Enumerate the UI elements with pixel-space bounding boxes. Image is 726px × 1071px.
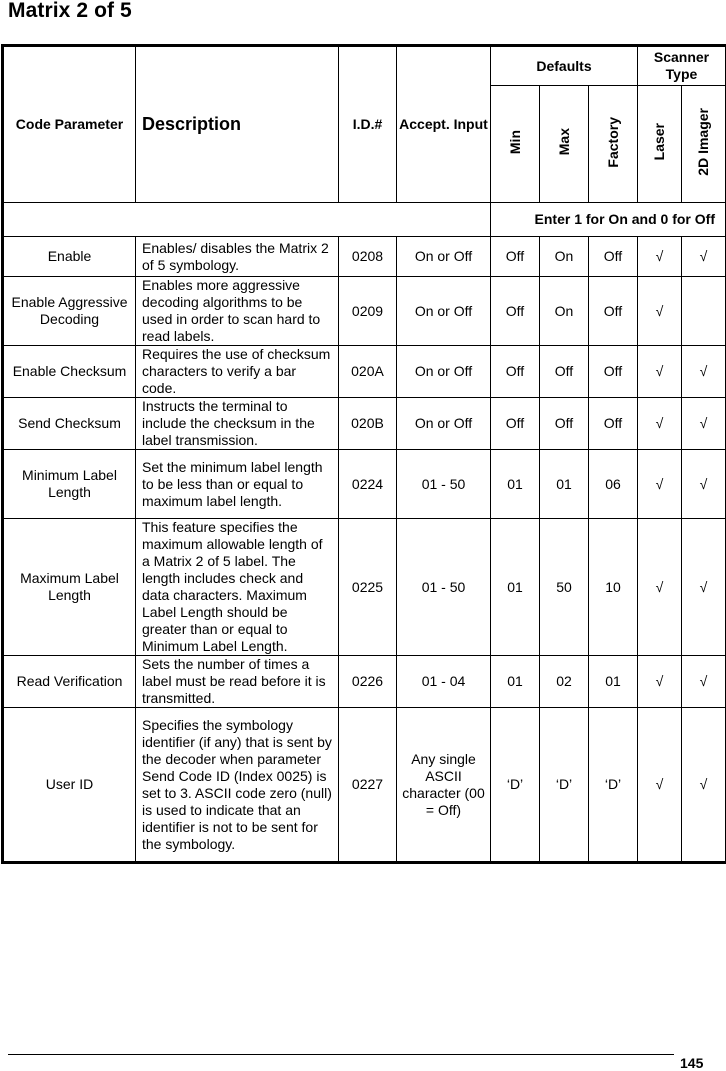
row-description: Sets the number of times a label must be read before it is transmitted. — [136, 656, 339, 708]
row-description: Specifies the symbology identifier (if any) that is sent by the decoder when parameter Send Code ID (Index 0025) is set to 3. ASCII code zero (null) is used to indicate that an identifier is not to be sent for the symbology. — [136, 708, 339, 863]
header-laser-label: Laser — [651, 123, 667, 161]
row-laser-check: √ — [638, 708, 682, 863]
row-imager-check: √ — [682, 237, 726, 277]
header-defaults: Defaults — [491, 46, 638, 86]
row-max: 01 — [540, 450, 589, 519]
row-imager-check: √ — [682, 656, 726, 708]
row-id: 0224 — [339, 450, 397, 519]
row-param: Enable Aggressive Decoding — [3, 277, 136, 346]
table-row — [3, 277, 726, 346]
row-imager-check: √ — [682, 346, 726, 398]
row-laser-check: √ — [638, 519, 682, 656]
row-accept-input: 01 - 50 — [397, 450, 491, 519]
row-id: 0226 — [339, 656, 397, 708]
row-factory: Off — [589, 346, 638, 398]
row-laser-check: √ — [638, 656, 682, 708]
row-description: Enables more aggressive decoding algorithms to be used in order to scan hard to read labels. — [136, 277, 339, 346]
row-description: Enables/ disables the Matrix 2 of 5 symbology. — [136, 237, 339, 277]
row-laser-check: √ — [638, 237, 682, 277]
row-min: 01 — [491, 519, 540, 656]
row-laser-check: √ — [638, 277, 682, 346]
row-max: On — [540, 237, 589, 277]
row-max: Off — [540, 346, 589, 398]
row-imager-check: √ — [682, 519, 726, 656]
row-accept-input: On or Off — [397, 277, 491, 346]
row-id: 0227 — [339, 708, 397, 863]
row-min: Off — [491, 277, 540, 346]
header-laser — [638, 86, 682, 203]
row-laser-check: √ — [638, 450, 682, 519]
enter-on-off-note: Enter 1 for On and 0 for Off — [491, 203, 726, 237]
row-factory: 06 — [589, 450, 638, 519]
row-id: 020B — [339, 398, 397, 450]
row-max: 50 — [540, 519, 589, 656]
page-number: 145 — [680, 1055, 704, 1071]
header-max-label: Max — [555, 128, 572, 156]
row-id: 020A — [339, 346, 397, 398]
row-min: Off — [491, 346, 540, 398]
table-row — [3, 656, 726, 708]
row-min: 01 — [491, 450, 540, 519]
table-row — [3, 450, 726, 519]
row-imager-check: √ — [682, 398, 726, 450]
header-description: Description — [136, 46, 339, 203]
row-id: 0209 — [339, 277, 397, 346]
row-min: Off — [491, 237, 540, 277]
table-row — [3, 519, 726, 656]
row-param: Minimum Label Length — [3, 450, 136, 519]
row-accept-input: 01 - 50 — [397, 519, 491, 656]
row-laser-check: √ — [638, 346, 682, 398]
row-param: Enable — [3, 237, 136, 277]
row-description: Set the minimum label length to be less than or equal to maximum label length. — [136, 450, 339, 519]
header-code-parameter: Code Parameter — [3, 46, 136, 203]
row-accept-input: 01 - 04 — [397, 656, 491, 708]
header-factory — [589, 86, 638, 203]
header-min-label: Min — [506, 129, 523, 155]
row-factory: 10 — [589, 519, 638, 656]
row-factory: 01 — [589, 656, 638, 708]
row-factory: Off — [589, 398, 638, 450]
row-accept-input: On or Off — [397, 346, 491, 398]
row-accept-input: On or Off — [397, 398, 491, 450]
row-min: 01 — [491, 656, 540, 708]
header-2d-imager-label: 2D Imager — [695, 108, 711, 176]
header-min — [491, 86, 540, 203]
row-param: Maximum Label Length — [3, 519, 136, 656]
row-accept-input: On or Off — [397, 237, 491, 277]
row-imager-check: √ — [682, 450, 726, 519]
header-accept-input: Accept. Input — [397, 46, 491, 203]
row-factory: Off — [589, 277, 638, 346]
header-max — [540, 86, 589, 203]
table-row — [3, 237, 726, 277]
header-2d-imager — [682, 86, 726, 203]
row-min: Off — [491, 398, 540, 450]
note-spacer-cell — [3, 203, 491, 237]
row-factory: Off — [589, 237, 638, 277]
row-id: 0208 — [339, 237, 397, 277]
row-max: ‘D’ — [540, 708, 589, 863]
header-scanner-type: Scanner Type — [638, 46, 726, 86]
row-param: User ID — [3, 708, 136, 863]
row-min: ‘D’ — [491, 708, 540, 863]
row-id: 0225 — [339, 519, 397, 656]
row-max: On — [540, 277, 589, 346]
table-row — [3, 708, 726, 863]
row-description: Instructs the terminal to include the checksum in the label transmission. — [136, 398, 339, 450]
row-max: Off — [540, 398, 589, 450]
row-param: Send Checksum — [3, 398, 136, 450]
row-param: Read Verification — [3, 656, 136, 708]
row-description: Requires the use of checksum characters to verify a bar code. — [136, 346, 339, 398]
table-row — [3, 398, 726, 450]
matrix-2-of-5-parameter-table — [1, 44, 726, 864]
row-imager-check — [682, 277, 726, 346]
header-id: I.D.# — [339, 46, 397, 203]
row-imager-check: √ — [682, 708, 726, 863]
header-factory-label: Factory — [604, 116, 621, 168]
table-row — [3, 346, 726, 398]
row-param: Enable Checksum — [3, 346, 136, 398]
row-accept-input: Any single ASCII character (00 = Off) — [397, 708, 491, 863]
row-laser-check: √ — [638, 398, 682, 450]
row-max: 02 — [540, 656, 589, 708]
row-factory: ‘D’ — [589, 708, 638, 863]
footer-divider — [8, 1054, 674, 1055]
page-title: Matrix 2 of 5 — [8, 0, 132, 22]
row-description: This feature specifies the maximum allowable length of a Matrix 2 of 5 label. The length includes check and data characters. Maximum Label Length should be greater than or equal to Minimum Label Length. — [136, 519, 339, 656]
